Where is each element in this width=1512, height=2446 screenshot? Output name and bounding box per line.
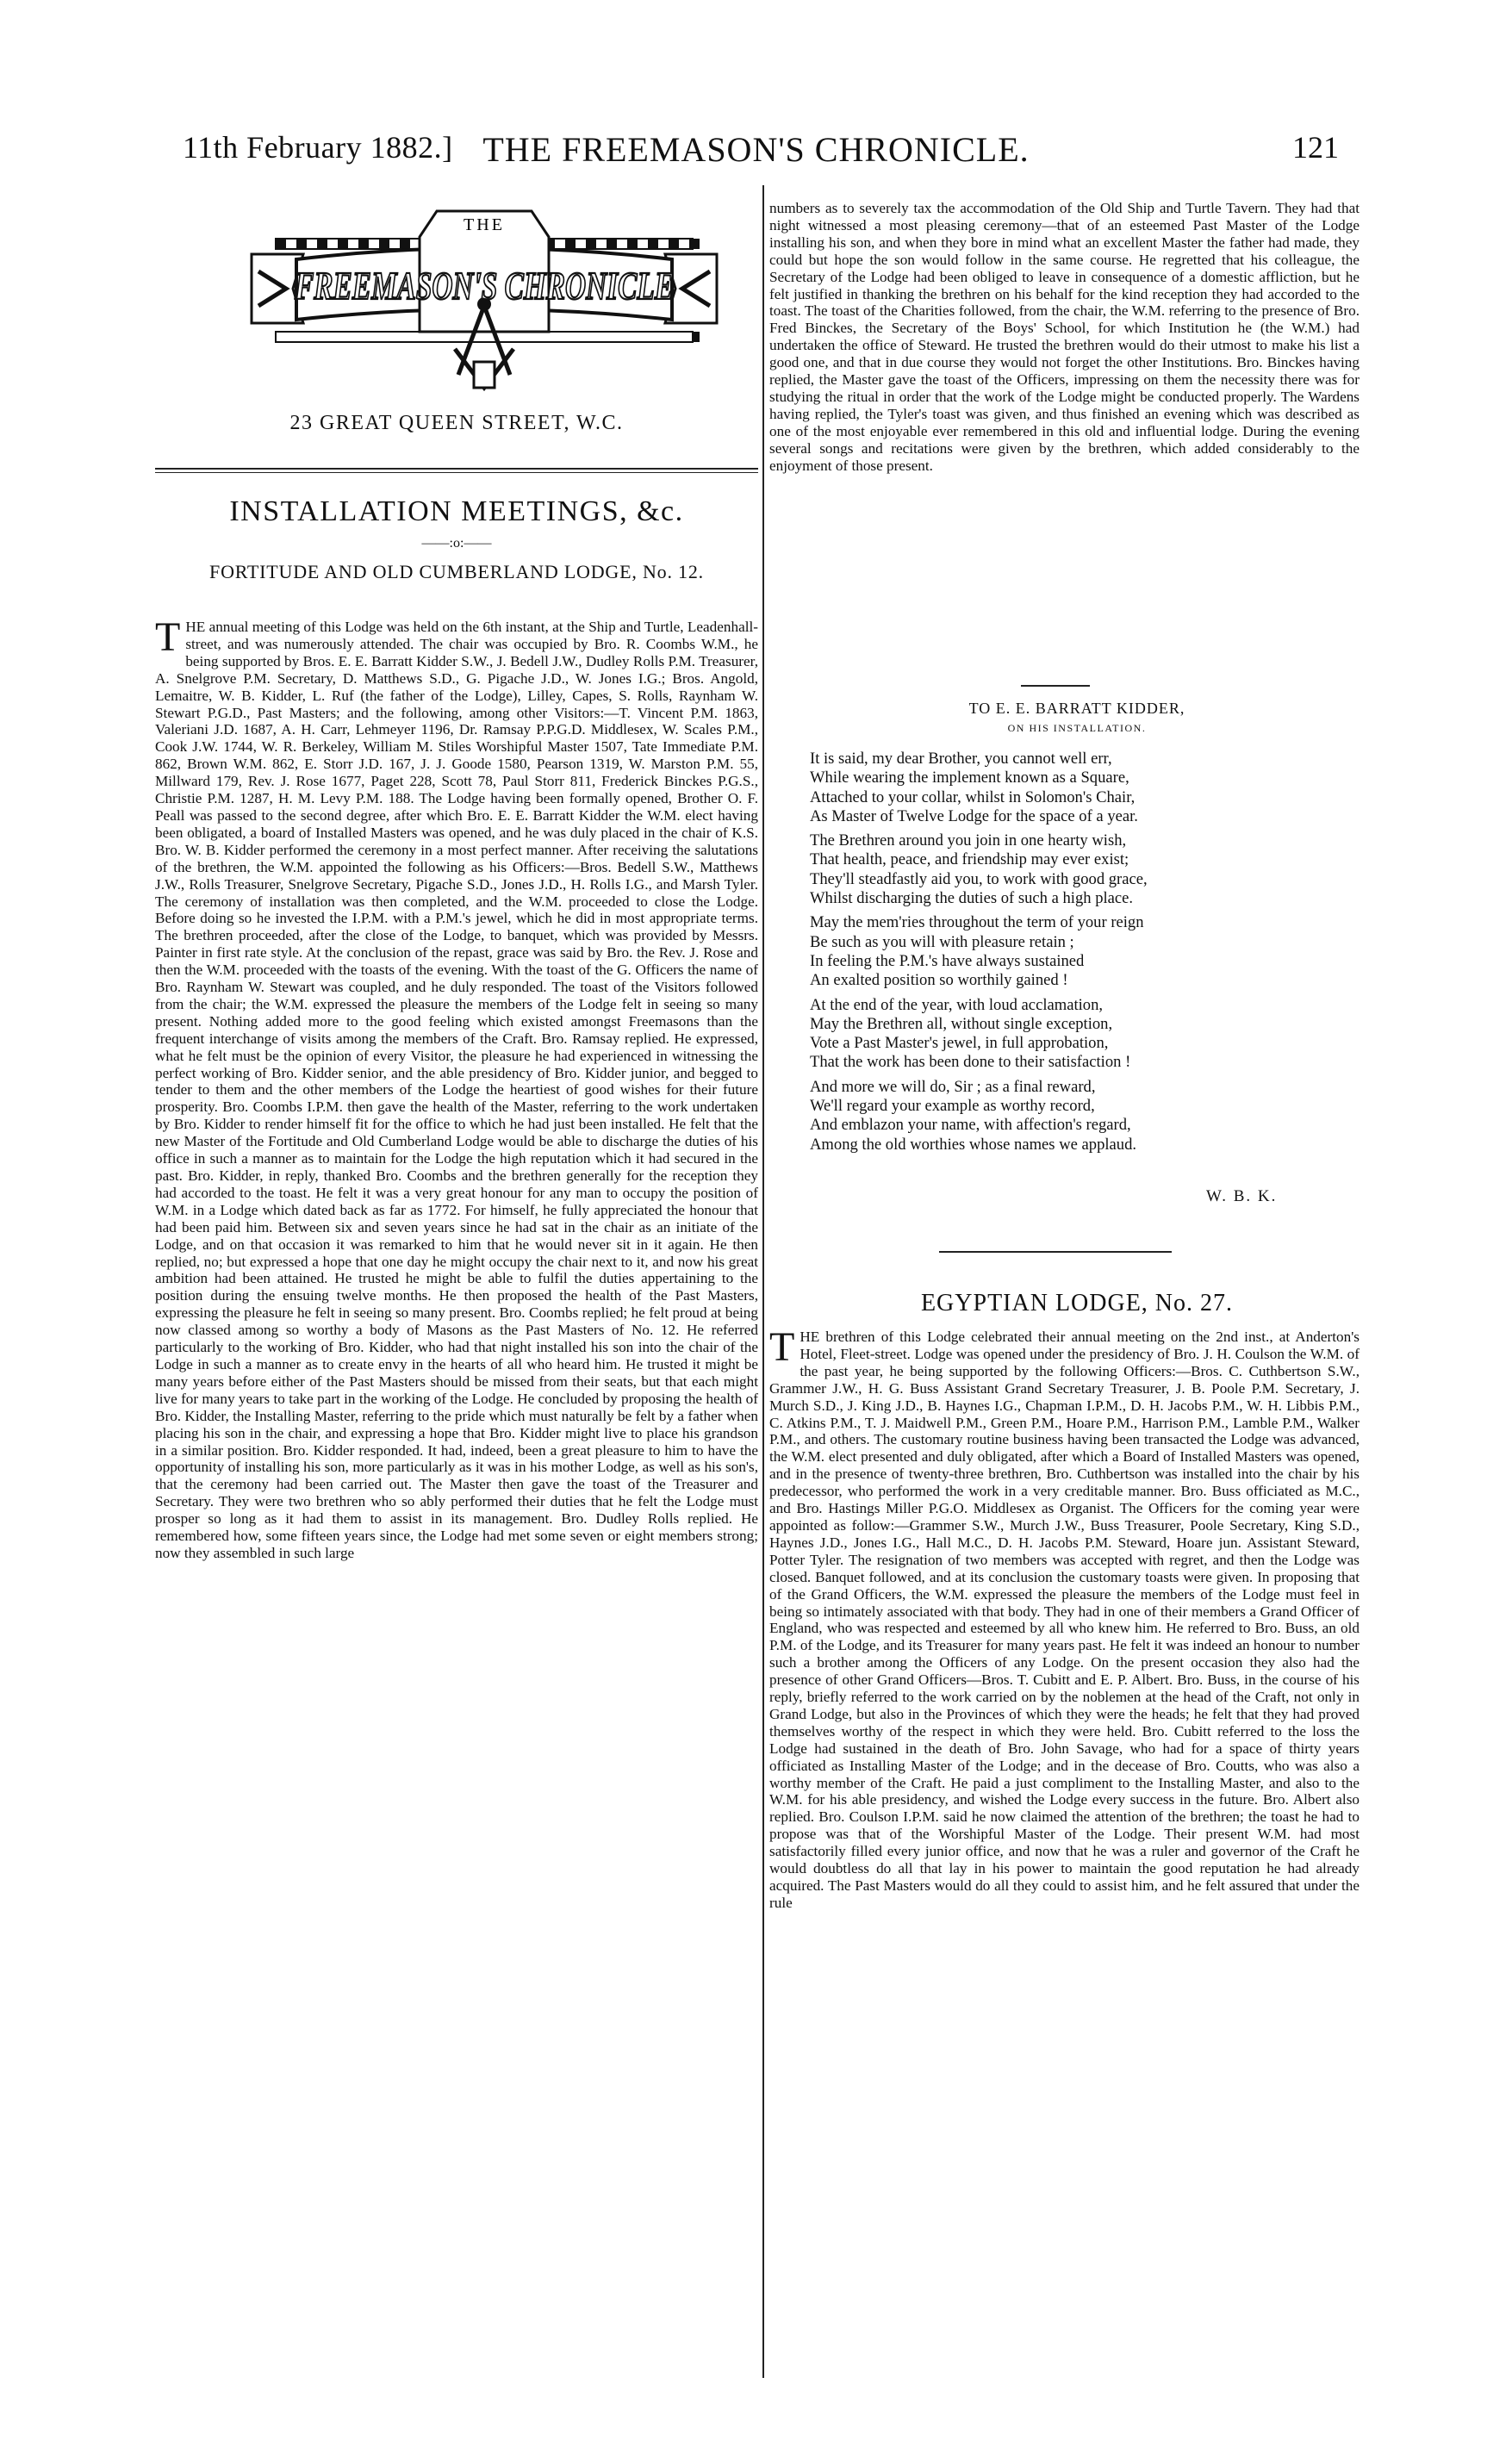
paragraph-text: HE brethren of this Lodge celebrated their annual meeting on the 2nd inst., at Anderton's Hotel, Fleet-street. Lodge was opened under the presidency of Bro. J. H. Coulson the W.M. of the past year, he being supported by the following Officers:—Bros. C. Cuthbertson S.W., Grammer J.W., H. G. Buss Assistant Grand Secretary Treasurer, J. B. Poole P.M. Secretary, J. Murch S.D., J. King J.D., B. Haynes I.G., Chapman I.P.M., D. H. Jacobs P.M., W. H. Libbis P.M., C. Atkins P.M., T. J. Maidwell P.M., Green P.M., Hoare P.M., Harrison P.M., Lamble P.M., Walker P.M., and others. The customary routine business having been transacted the Lodge was advanced, the W.M. elect presented and duly obligated, after which a Board of Installed Masters was opened, and in the presence of twenty-three brethren, Bro. Cuthbertson was installed into the chair by his predecessor, who performed the work in a very creditable manner. Bro. Buss officiated as M.C., and Bro. Hastings Miller P.G.O. Middlesex as Organist. The Officers for the coming year were appointed as follow:—Grammer S.W., Murch J.W., Buss Treasurer, Poole Secretary, King S.D., Haynes J.D., Jones I.G., Hall M.C., D. H. Jacobs P.M. Steward, Hoare jun. Assistant Steward, Potter Tyler. The resignation of two members was accepted with regret, and then the Lodge was closed. Banquet followed, and at its conclusion the customary toasts were given. In proposing that of the Grand Officers, the W.M. expressed the pleasure the members of the Lodge must feel in being so intimately associated with that body. They had in one of their members a Grand Officer of England, who was respected and esteemed by all who knew him. He referred to Bro. Buss, an old P.M. of the Lodge, and its Treasurer for many years past. He felt it was indeed an honour to number such a brother among the Officers of any Lodge. On the present occasion they also had the presence of other Grand Officers—Bros. T. Cubitt and E. P. Albert. Bro. Buss, in the course of his reply, briefly referred to the work carried on by the noblemen at the head of the Craft, not only in Grand Lodge, but also in the Provinces of which they were the heads; he felt that they had proved themselves worthy of the respect in which they were held. Bro. Cubitt referred to the loss the Lodge had sustained in the death of Bro. John Savage, who had for a space of thirty years officiated as Installing Master of the Lodge; and in the decease of Bro. Coutts, who was also a worthy member of the Craft. He paid a just compliment to the Installing Master, and also to the W.M. for his able presidency, and wished the Lodge every success in the future. Bro. Albert also replied. Bro. Coulson I.P.M. said he now claimed the attention of the brethren; the toast he had to propose was that of the Worshipful Master of the Lodge. Their present W.M. had most satisfactorily filled every junior office, and now that he was a ruler and governor of the Craft he would doubtless do all that lay in his power to maintain the good reputation he had already acquired. The Past Masters would do all they could to assist him, and he felt assured that under the rule xyxy=(769,1329,1360,1911)
column-divider xyxy=(762,185,764,2378)
poem-line: As Master of Twelve Lodge for the space of a year. xyxy=(810,806,1138,825)
article-fortitude-lodge xyxy=(155,614,758,1562)
poem-line: The Brethren around you join in one hearty wish, xyxy=(810,831,1127,850)
section-heading: INSTALLATION MEETINGS, &c. xyxy=(229,495,684,527)
short-rule xyxy=(1021,685,1090,687)
poem-line: Vote a Past Master's jewel, in full approbation, xyxy=(810,1034,1109,1053)
poem-line: And more we will do, Sir ; as a final reward, xyxy=(810,1077,1096,1096)
poem-line: In feeling the P.M.'s have always sustained xyxy=(810,951,1085,970)
section-rule xyxy=(939,1251,1172,1253)
checker-square xyxy=(586,239,596,249)
poem-stanza xyxy=(810,831,1327,908)
checker-square xyxy=(338,239,348,249)
masthead-logo xyxy=(252,202,717,401)
poem-body xyxy=(810,750,1327,1160)
poem-line: While wearing the implement known as a Square, xyxy=(810,769,1129,787)
lodge-heading: FORTITUDE AND OLD CUMBERLAND LODGE, No. 12. xyxy=(209,561,704,582)
logo-the: THE xyxy=(464,215,505,234)
checker-square xyxy=(669,239,679,249)
office-address: 23 GREAT QUEEN STREET, W.C. xyxy=(289,412,624,434)
poem-title: TO E. E. BARRATT KIDDER, xyxy=(968,700,1185,717)
poem-line: And emblazon your name, with affection's regard, xyxy=(810,1116,1131,1135)
egyptian-lodge-heading: EGYPTIAN LODGE, No. 27. xyxy=(920,1290,1234,1316)
poem-line: That health, peace, and friendship may ever exist; xyxy=(810,850,1129,869)
poem-line: It is said, my dear Brother, you cannot well err, xyxy=(810,750,1112,768)
drop-cap: T xyxy=(155,614,181,660)
article-paragraph xyxy=(769,1324,1360,1912)
poem-signature: W. B. K. xyxy=(1206,1187,1278,1205)
article-egyptian-lodge xyxy=(769,1324,1360,1912)
poem-line: Among the old worthies whose names we applaud. xyxy=(810,1135,1137,1154)
checker-square xyxy=(296,239,307,249)
checker-square xyxy=(648,239,658,249)
paragraph-text: HE annual meeting of this Lodge was held on the 6th instant, at the Ship and Turtle, Leadenhall-street, and was numerously attended. The chair was occupied by Bro. R. Coombs W.M., he being supported by Bros. E. E. Barratt Kidder S.W., J. Bedell J.W., Dudley Rolls P.M. Treasurer, A. Snelgrove P.M. Secretary, D. Matthews S.D., G. Pigache J.D., W. Jones I.G.; Bros. Angold, Lemaitre, W. B. Kidder, L. Ruf (the father of the Lodge), Lilley, Capes, S. Rolls, Raynham W. Stewart P.G.D., Past Masters; and the following, among other Visitors:—T. Vincent P.M. 1863, Valeriani J.D. 1687, A. H. Carr, Lehmeyer 1196, Dr. Ramsay P.P.G.D. Middlesex, W. Scales P.M., Cook J.W. 1744, W. R. Berkeley, William M. Stiles Worshipful Master 1507, Tate Immediate P.M. 862, Brown W.M. 862, E. Storr J.D. 167, J. J. Goode 1580, Pearson 1319, W. Marston P.M. 55, Millward 179, Rev. J. Rose 1677, Paget 228, Scott 78, Paul Storr 811, Frederick Binckes P.G.S., Christie P.M. 1287, H. M. Levy P.M. 188. The Lodge having been formally opened, Brother O. F. Peall was passed to the second degree, after which Bro. E. E. Barratt Kidder the W.M. elect having been obligated, a board of Installed Masters was opened, and he was duly placed in the chair of K.S. Bro. W. B. Kidder performed the ceremony in a most perfect manner. After receiving the salutations of the brethren, the W.M. appointed the following as his Officers:—Bros. Bedell S.W., Matthews J.W., Rolls Treasurer, Snelgrove Secretary, Pigache S.D., Jones J.D., H. Rolls I.G., and Marsh Tyler. The ceremony of installation was then completed, and the W.M. proceeded to close the Lodge. Before doing so he invested the I.P.M. with a P.M.'s jewel, which he did in most appropriate terms. The brethren proceeded, after the close of the Lodge, to banquet, which was provided by Messrs. Painter in first rate style. At the conclusion of the repast, grace was said by Bro. the Rev. J. Rose and then the W.M. proceeded with the toasts of the evening. With the toast of the G. Officers the name of Bro. Raynham W. Stewart was coupled, and he duly responded. The toast of the Visitors followed from the chair; the W.M. expressed the pleasure the members of the Lodge felt in seeing so many present. Nothing added more to the good feeling which existed amongst Freemasons than the frequent interchange of visits among the members of the Craft. Bro. Ramsay replied. He expressed, what he felt must be the opinion of every Visitor, the pleasure he had experienced in witnessing the perfect working of Bro. Kidder senior, and the able presidency of Bro. Kidder junior, and begged to tender to them and the other members of the Lodge the heartiest of good wishes for their future prosperity. Bro. Coombs I.P.M. then gave the health of the Master, referring to the work undertaken by Bro. Kidder to render himself fit for the office to which he had just been installed. He felt that the new Master of the Fortitude and Old Cumberland Lodge would be able to discharge the duties of his office in such a manner as to maintain for the Lodge the high reputation which it had secured in the past. Bro. Kidder, in reply, thanked Bro. Coombs and the brethren generally for the reception they had accorded to the toast. He felt it was a very great honour for any man to occupy the position of W.M. in a Lodge which dated back as far as 1772. For himself, he fully appreciated the honour that had been paid him. Between six and seven years since he had sat in the chair as an initiate of the Lodge, and on that occasion it was remarked to him that he would never sit in it again. He then replied, no; but expressed a hope that one day he might occupy the chair next to it, and now his great ambition had been attained. He trusted he might be able to fulfil the duties appertaining to the position during the ensuing twelve months. He then proposed the health of the Past Masters, expressing the pleasure he felt in seeing so many present. Bro. Coombs replied; he felt proud at being now classed among so worthy a body of Masons as the Past Masters of No. 12. He referred particularly to the working of Bro. Kidder, who had that night installed his son into the chair of the Lodge in such a manner as to create envy in the hearts of all who heard him. He trusted it might be many years before either of the Past Masters should be missed from their seats, but that each might live for many years to take part in the working of the Lodge. He concluded by proposing the health of Bro. Kidder, the Installing Master, referring to the pride which must naturally be felt by a father when placing his son in the chair, and expressing a hope that Bro. Kidder might live to place his grandson in a similar position. Bro. Kidder responded. It had, indeed, been a great pleasure to him to have the opportunity of installing his son, more particularly as it was in his mother Lodge, as well as his son's, that the ceremony had been carried out. The Master then gave the toast of the Treasurer and Secretary. They were two brethren who so ably performed their duties that he felt the Lodge must prosper so long as it had them to assist in its management. Bro. Dudley Rolls replied. He remembered how, some fifteen years since, the Lodge had met some seven or eight members strong; now they assembled in such large xyxy=(155,619,758,1561)
poem-line: We'll regard your example as worthy record, xyxy=(810,1097,1095,1116)
poem-subtitle: ON HIS INSTALLATION. xyxy=(1007,722,1147,734)
poem-line: Whilst discharging the duties of such a high place. xyxy=(810,889,1134,908)
checker-square xyxy=(358,239,369,249)
checker-square xyxy=(689,239,700,249)
poem-stanza xyxy=(810,1078,1327,1155)
poem-line: An exalted position so worthily gained ! xyxy=(810,971,1068,990)
checker-square xyxy=(565,239,576,249)
poem-stanza xyxy=(810,913,1327,990)
poem-line: May the Brethren all, without single exception, xyxy=(810,1014,1113,1033)
article-continuation xyxy=(769,200,1360,475)
section-separator: ——:o:—— xyxy=(421,536,492,551)
poem-line: They'll steadfastly aid you, to work with good grace, xyxy=(810,869,1148,888)
checker-square xyxy=(400,239,410,249)
poem-line: Attached to your collar, whilst in Solomon's Chair, xyxy=(810,787,1136,806)
poem-line: That the work has been done to their satisfaction ! xyxy=(810,1053,1131,1072)
poem-line: May the mem'ries throughout the term of your reign xyxy=(810,913,1144,932)
logo-wordmark: FREEMASON'S CHRONICLE xyxy=(294,264,674,308)
paragraph-text: numbers as to severely tax the accommodation of the Old Ship and Turtle Tavern. They had that night witnessed a most pleasing ceremony—that of an esteemed Past Master of the Lodge installing his son, and when they bore in mind what an excellent Master the father had made, they could but hope the son would follow in the same course. He regretted that his colleague, the Secretary of the Lodge had been obliged to leave in consequence of a domestic affliction, but he felt justified in thanking the brethren on his behalf for the kind reception they had accorded to the toast. The toast of the Charities followed, from the chair, the W.M. referring to the presence of Bro. Fred Binckes, the Secretary of the Boys' School, for which Institution he (the W.M.) had undertaken the office of Steward. He trusted the brethren would do their utmost to make his list a good one, and that in due course they would not forget the other Institutions. Bro. Binckes having replied, the Master gave the toast of the Officers, impressing on them the necessity there was for studying the ritual in order that the work of the Lodge might be conducted properly. The Wardens having replied, the Tyler's toast was given, and thus finished an evening which was described as one of the most enjoyable ever remembered in this old and influential lodge. During the evening several songs and recitations were given by the brethren, which added considerably to the enjoyment of those present. xyxy=(769,200,1360,474)
page-number: 121 xyxy=(1292,130,1339,165)
issue-date: 11th February 1882.] xyxy=(183,130,453,165)
poem-stanza xyxy=(810,996,1327,1073)
poem-stanza xyxy=(810,750,1327,826)
checker-square xyxy=(379,239,389,249)
article-paragraph xyxy=(155,614,758,1562)
drop-cap: T xyxy=(769,1324,795,1370)
checker-square xyxy=(627,239,638,249)
checker-square xyxy=(317,239,327,249)
newspaper-title: THE FREEMASON'S CHRONICLE. xyxy=(482,130,1030,169)
poem-line: At the end of the year, with loud acclamation, xyxy=(810,995,1104,1014)
checker-square xyxy=(607,239,617,249)
poem-line: Be such as you will with pleasure retain ; xyxy=(810,932,1074,951)
double-rule xyxy=(155,468,758,473)
checker-square xyxy=(276,239,286,249)
